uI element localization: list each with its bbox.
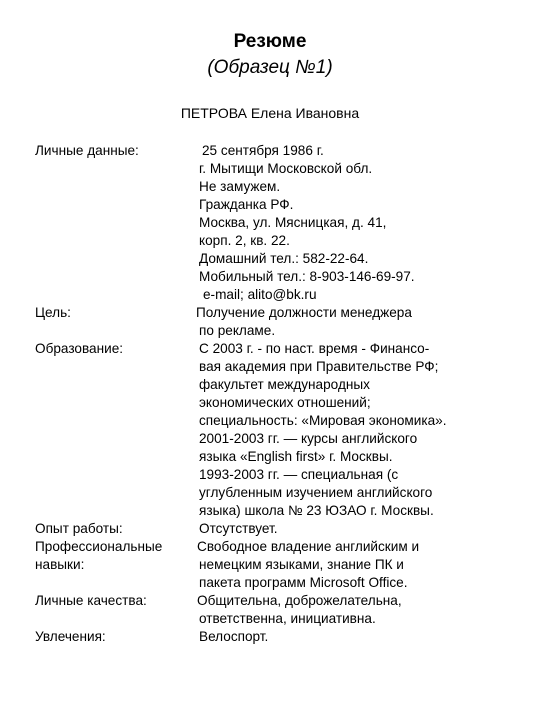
label-education: Образование: (35, 341, 124, 356)
personal-line: e-mail; alito@bk.ru (203, 287, 317, 302)
qualities-line: Общительна, доброжелательна, (197, 593, 402, 608)
personal-line: Гражданка РФ. (199, 197, 294, 212)
label-skills: навыки: (35, 557, 85, 572)
personal-line: Не замужем. (199, 179, 281, 194)
skills-line: Свободное владение английским и (197, 539, 420, 554)
education-line: 1993-2003 гг. — специальная (с (199, 467, 399, 482)
education-line: факультет международных (199, 377, 370, 392)
personal-line: Мобильный тел.: 8-903-146-69-97. (199, 269, 415, 284)
label-skills: Профессиональные (35, 539, 163, 554)
education-line: 2001-2003 гг. — курсы английского (199, 431, 418, 446)
goal-line: по рекламе. (199, 323, 276, 338)
education-line: вая академия при Правительстве РФ; (199, 359, 439, 374)
education-line: С 2003 г. - по наст. время - Финансо- (199, 341, 430, 356)
personal-line: г. Мытищи Московской обл. (199, 161, 373, 176)
qualities-line: ответственна, инициативна. (199, 611, 376, 626)
education-line: языка «English first» г. Москвы. (199, 449, 393, 464)
personal-line: Москва, ул. Мясницкая, д. 41, (199, 215, 387, 230)
label-qualities: Личные качества: (35, 593, 147, 608)
experience-line: Отсутствует. (199, 521, 278, 536)
label-personal-data: Личные данные: (35, 143, 139, 158)
document-subtitle: (Образец №1) (207, 57, 333, 78)
education-line: языка) школа № 23 ЮЗАО г. Москвы. (199, 503, 434, 518)
education-line: специальность: «Мировая экономика». (199, 413, 447, 428)
label-hobbies: Увлечения: (35, 629, 106, 644)
education-line: экономических отношений; (199, 395, 371, 410)
document-title: Резюме (233, 31, 307, 52)
skills-line: пакета программ Microsoft Office. (199, 575, 408, 590)
skills-line: немецким языками, знание ПК и (199, 557, 404, 572)
personal-line: Домашний тел.: 582-22-64. (199, 251, 369, 266)
education-line: углубленным изучением английского (199, 485, 433, 500)
label-goal: Цель: (35, 305, 71, 320)
personal-line: 25 сентября 1986 г. (202, 143, 324, 158)
hobbies-line: Велоспорт. (199, 629, 269, 644)
label-experience: Опыт работы: (35, 521, 123, 536)
applicant-name: ПЕТРОВА Елена Ивановна (180, 105, 360, 121)
personal-line: корп. 2, кв. 22. (199, 233, 290, 248)
goal-line: Получение должности менеджера (196, 305, 412, 320)
